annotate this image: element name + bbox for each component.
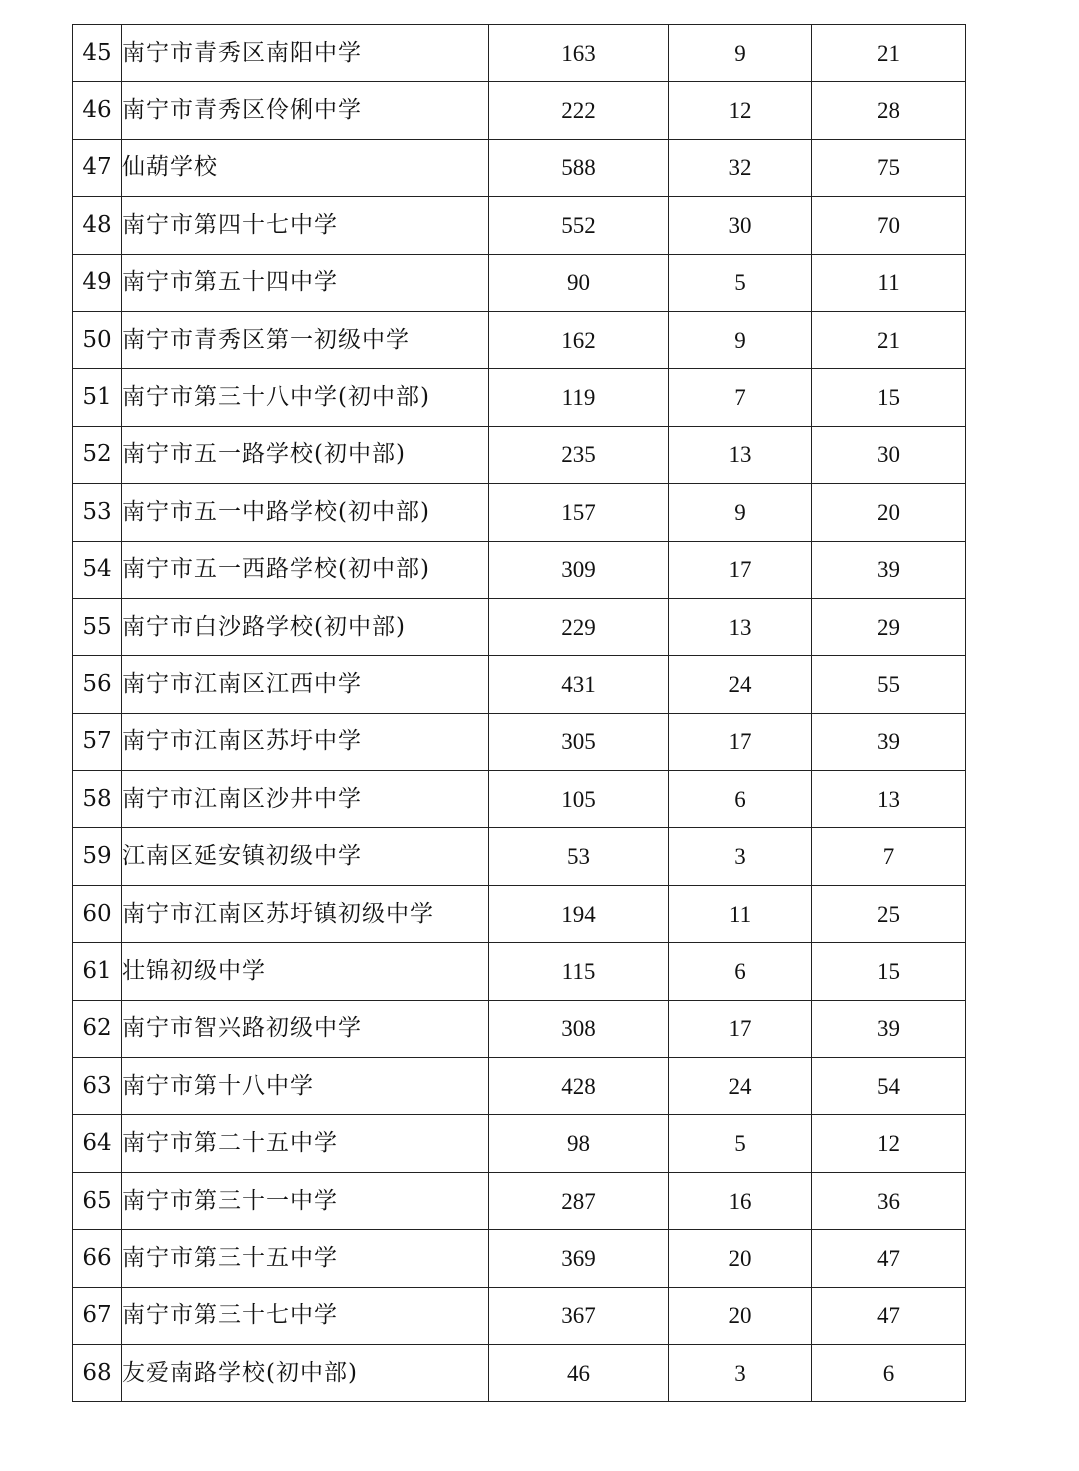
value-col-1: 552: [489, 197, 669, 254]
value-col-2: 5: [669, 1115, 812, 1172]
row-number: 61: [73, 943, 122, 1000]
row-number: 67: [73, 1287, 122, 1344]
value-col-2: 13: [669, 598, 812, 655]
value-col-2: 11: [669, 885, 812, 942]
school-name: 南宁市第二十五中学: [122, 1115, 489, 1172]
row-number: 55: [73, 598, 122, 655]
table-row: [73, 885, 966, 942]
table-row: [73, 369, 966, 426]
school-name: 友爱南路学校(初中部): [122, 1344, 489, 1401]
table-row: [73, 197, 966, 254]
school-name: 南宁市第十八中学: [122, 1058, 489, 1115]
value-col-3: 75: [812, 139, 966, 196]
school-name: 南宁市第五十四中学: [122, 254, 489, 311]
value-col-2: 7: [669, 369, 812, 426]
school-name: 南宁市青秀区第一初级中学: [122, 311, 489, 368]
school-name: 南宁市江南区江西中学: [122, 656, 489, 713]
value-col-1: 90: [489, 254, 669, 311]
value-col-3: 47: [812, 1287, 966, 1344]
value-col-1: 309: [489, 541, 669, 598]
table-body: [73, 25, 966, 1402]
table-row: [73, 598, 966, 655]
row-number: 50: [73, 311, 122, 368]
row-number: 64: [73, 1115, 122, 1172]
row-number: 45: [73, 25, 122, 82]
school-name: 壮锦初级中学: [122, 943, 489, 1000]
value-col-3: 20: [812, 484, 966, 541]
table-row: [73, 1287, 966, 1344]
value-col-1: 157: [489, 484, 669, 541]
value-col-1: 162: [489, 311, 669, 368]
school-name: 南宁市智兴路初级中学: [122, 1000, 489, 1057]
value-col-3: 15: [812, 369, 966, 426]
row-number: 59: [73, 828, 122, 885]
value-col-3: 11: [812, 254, 966, 311]
value-col-1: 105: [489, 771, 669, 828]
table-row: [73, 1230, 966, 1287]
school-name: 南宁市第三十五中学: [122, 1230, 489, 1287]
school-name: 南宁市青秀区伶俐中学: [122, 82, 489, 139]
value-col-3: 13: [812, 771, 966, 828]
value-col-1: 428: [489, 1058, 669, 1115]
value-col-3: 21: [812, 25, 966, 82]
value-col-3: 39: [812, 713, 966, 770]
value-col-3: 47: [812, 1230, 966, 1287]
row-number: 66: [73, 1230, 122, 1287]
value-col-1: 305: [489, 713, 669, 770]
school-name: 南宁市第三十一中学: [122, 1172, 489, 1229]
school-name: 南宁市第三十七中学: [122, 1287, 489, 1344]
school-name: 仙葫学校: [122, 139, 489, 196]
value-col-2: 6: [669, 771, 812, 828]
value-col-2: 3: [669, 1344, 812, 1401]
value-col-2: 24: [669, 656, 812, 713]
row-number: 63: [73, 1058, 122, 1115]
row-number: 57: [73, 713, 122, 770]
value-col-2: 9: [669, 311, 812, 368]
value-col-1: 287: [489, 1172, 669, 1229]
value-col-2: 30: [669, 197, 812, 254]
value-col-2: 24: [669, 1058, 812, 1115]
row-number: 49: [73, 254, 122, 311]
table-row: [73, 943, 966, 1000]
value-col-1: 367: [489, 1287, 669, 1344]
value-col-1: 194: [489, 885, 669, 942]
school-name: 南宁市第三十八中学(初中部): [122, 369, 489, 426]
row-number: 58: [73, 771, 122, 828]
table-row: [73, 484, 966, 541]
value-col-2: 9: [669, 25, 812, 82]
value-col-1: 229: [489, 598, 669, 655]
value-col-3: 15: [812, 943, 966, 1000]
value-col-3: 36: [812, 1172, 966, 1229]
value-col-2: 32: [669, 139, 812, 196]
value-col-3: 39: [812, 1000, 966, 1057]
row-number: 48: [73, 197, 122, 254]
row-number: 56: [73, 656, 122, 713]
school-name: 南宁市江南区苏圩中学: [122, 713, 489, 770]
row-number: 53: [73, 484, 122, 541]
value-col-1: 119: [489, 369, 669, 426]
school-name: 南宁市五一中路学校(初中部): [122, 484, 489, 541]
value-col-3: 30: [812, 426, 966, 483]
table-row: [73, 82, 966, 139]
school-name: 江南区延安镇初级中学: [122, 828, 489, 885]
table-row: [73, 1115, 966, 1172]
value-col-2: 17: [669, 1000, 812, 1057]
value-col-2: 6: [669, 943, 812, 1000]
table-row: [73, 828, 966, 885]
school-name: 南宁市五一路学校(初中部): [122, 426, 489, 483]
row-number: 62: [73, 1000, 122, 1057]
value-col-1: 235: [489, 426, 669, 483]
value-col-1: 53: [489, 828, 669, 885]
value-col-3: 70: [812, 197, 966, 254]
value-col-1: 369: [489, 1230, 669, 1287]
value-col-3: 54: [812, 1058, 966, 1115]
table-row: [73, 713, 966, 770]
table-row: [73, 311, 966, 368]
value-col-2: 16: [669, 1172, 812, 1229]
row-number: 60: [73, 885, 122, 942]
row-number: 68: [73, 1344, 122, 1401]
row-number: 54: [73, 541, 122, 598]
value-col-3: 55: [812, 656, 966, 713]
table-row: [73, 1172, 966, 1229]
value-col-2: 17: [669, 541, 812, 598]
row-number: 65: [73, 1172, 122, 1229]
value-col-3: 6: [812, 1344, 966, 1401]
row-number: 47: [73, 139, 122, 196]
value-col-1: 98: [489, 1115, 669, 1172]
value-col-3: 29: [812, 598, 966, 655]
school-quota-table: [72, 24, 966, 1402]
value-col-1: 163: [489, 25, 669, 82]
value-col-1: 431: [489, 656, 669, 713]
row-number: 52: [73, 426, 122, 483]
table-row: [73, 25, 966, 82]
value-col-1: 588: [489, 139, 669, 196]
school-name: 南宁市白沙路学校(初中部): [122, 598, 489, 655]
row-number: 46: [73, 82, 122, 139]
school-name: 南宁市第四十七中学: [122, 197, 489, 254]
table-row: [73, 1058, 966, 1115]
value-col-3: 39: [812, 541, 966, 598]
value-col-3: 7: [812, 828, 966, 885]
value-col-2: 17: [669, 713, 812, 770]
value-col-3: 25: [812, 885, 966, 942]
value-col-2: 13: [669, 426, 812, 483]
value-col-2: 5: [669, 254, 812, 311]
value-col-2: 20: [669, 1230, 812, 1287]
table-row: [73, 1344, 966, 1401]
school-name: 南宁市江南区沙井中学: [122, 771, 489, 828]
value-col-3: 28: [812, 82, 966, 139]
table-row: [73, 426, 966, 483]
table-row: [73, 254, 966, 311]
school-name: 南宁市江南区苏圩镇初级中学: [122, 885, 489, 942]
value-col-1: 308: [489, 1000, 669, 1057]
row-number: 51: [73, 369, 122, 426]
value-col-2: 20: [669, 1287, 812, 1344]
value-col-3: 21: [812, 311, 966, 368]
value-col-3: 12: [812, 1115, 966, 1172]
table-row: [73, 656, 966, 713]
table-row: [73, 771, 966, 828]
table-row: [73, 139, 966, 196]
value-col-1: 46: [489, 1344, 669, 1401]
table-row: [73, 1000, 966, 1057]
value-col-2: 3: [669, 828, 812, 885]
value-col-1: 222: [489, 82, 669, 139]
value-col-2: 9: [669, 484, 812, 541]
school-name: 南宁市五一西路学校(初中部): [122, 541, 489, 598]
school-name: 南宁市青秀区南阳中学: [122, 25, 489, 82]
value-col-2: 12: [669, 82, 812, 139]
value-col-1: 115: [489, 943, 669, 1000]
table-row: [73, 541, 966, 598]
